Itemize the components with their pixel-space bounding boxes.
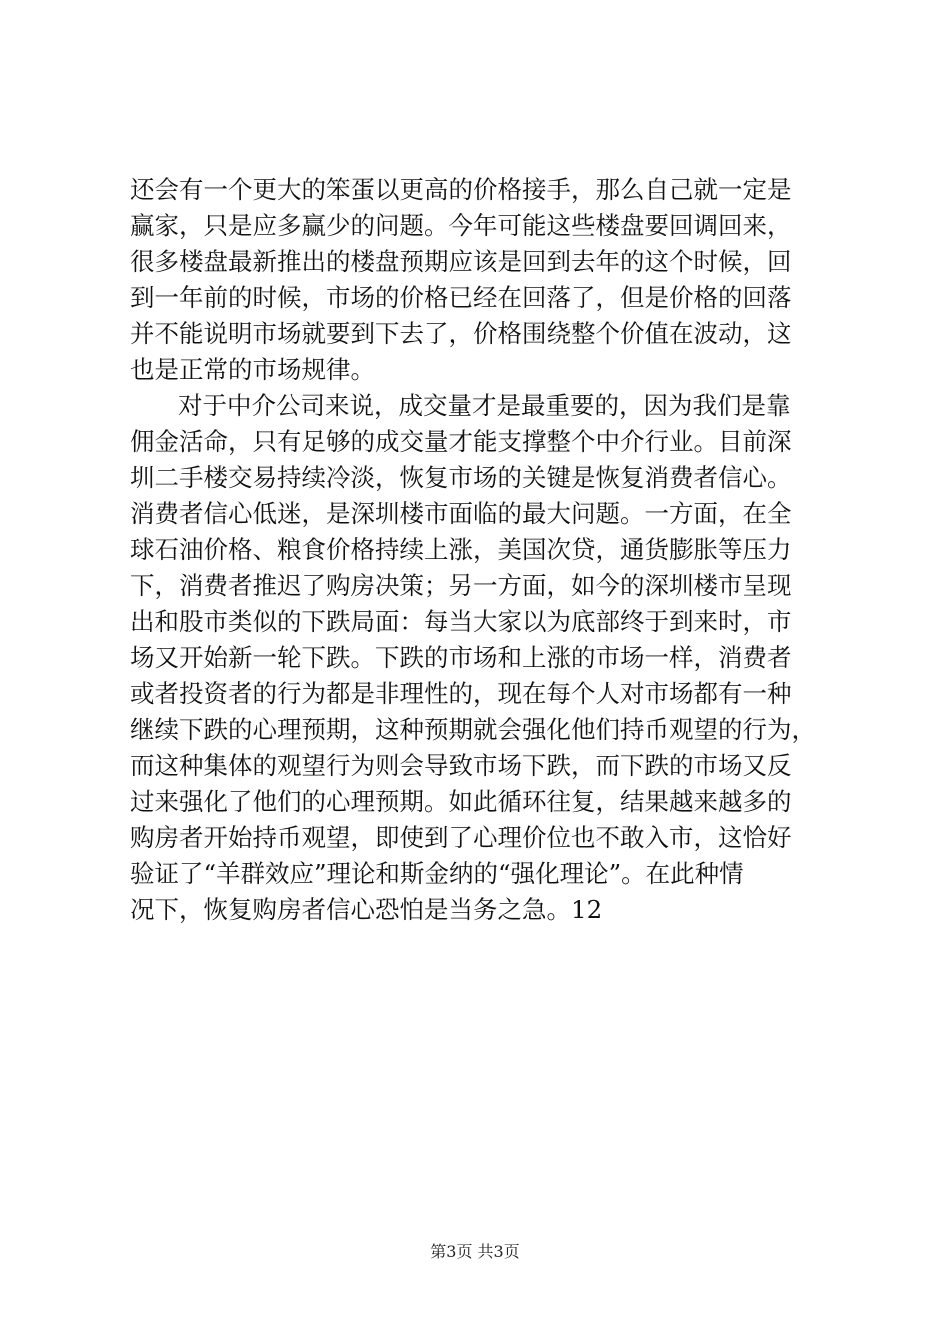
paragraph-2-line-11: 而这种集体的观望行为则会导致市场下跌，而下跌的市场又反 (130, 751, 792, 780)
paragraph-2-line-10: 继续下跌的心理预期，这种预期就会强化他们持币观望的行为， (130, 715, 816, 744)
paragraph-1-line-2: 赢家，只是应多赢少的问题。今年可能这些楼盘要回调回来， (130, 211, 792, 240)
paragraph-1-line-3: 很多楼盘最新推出的楼盘预期应该是回到去年的这个时候，回 (130, 247, 792, 276)
paragraph-1-line-4: 到一年前的时候，市场的价格已经在回落了，但是价格的回落 (130, 283, 792, 312)
paragraph-2-line-6: 下，消费者推迟了购房决策；另一方面，如今的深圳楼市呈现 (130, 571, 792, 600)
paragraph-2-line-5: 球石油价格、粮食价格持续上涨，美国次贷，通货膨胀等压力 (130, 535, 792, 564)
paragraph-2-line-15: 况下，恢复购房者信心恐怕是当务之急。12 (130, 895, 603, 924)
paragraph-2-line-13: 购房者开始持币观望，即使到了心理价位也不敢入市，这恰好 (130, 823, 792, 852)
paragraph-1-line-6: 也是正常的市场规律。 (130, 355, 375, 384)
paragraph-2-line-12: 过来强化了他们的心理预期。如此循环往复，结果越来越多的 (130, 787, 792, 816)
page-footer: 第3页 共3页 (430, 1242, 520, 1261)
paragraph-2-line-3: 圳二手楼交易持续冷淡，恢复市场的关键是恢复消费者信心。 (130, 463, 792, 492)
paragraph-2-line-2: 佣金活命，只有足够的成交量才能支撑整个中介行业。目前深 (130, 427, 792, 456)
paragraph-2-line-7: 出和股市类似的下跌局面：每当大家以为底部终于到来时，市 (130, 607, 792, 636)
paragraph-1-line-1: 还会有一个更大的笨蛋以更高的价格接手，那么自己就一定是 (130, 175, 792, 204)
paragraph-2-line-9: 或者投资者的行为都是非理性的，现在每个人对市场都有一种 (130, 679, 792, 708)
paragraph-2-line-4: 消费者信心低迷，是深圳楼市面临的最大问题。一方面，在全 (130, 499, 792, 528)
paragraph-1-line-5: 并不能说明市场就要到下去了，价格围绕整个价值在波动，这 (130, 319, 792, 348)
paragraph-2-line-8: 场又开始新一轮下跌。下跌的市场和上涨的市场一样，消费者 (130, 643, 792, 672)
paragraph-2-line-1: 对于中介公司来说，成交量才是最重要的，因为我们是靠 (178, 391, 791, 420)
paragraph-2-line-14: 验证了“羊群效应”理论和斯金纳的“强化理论”。在此种情 (130, 859, 744, 888)
